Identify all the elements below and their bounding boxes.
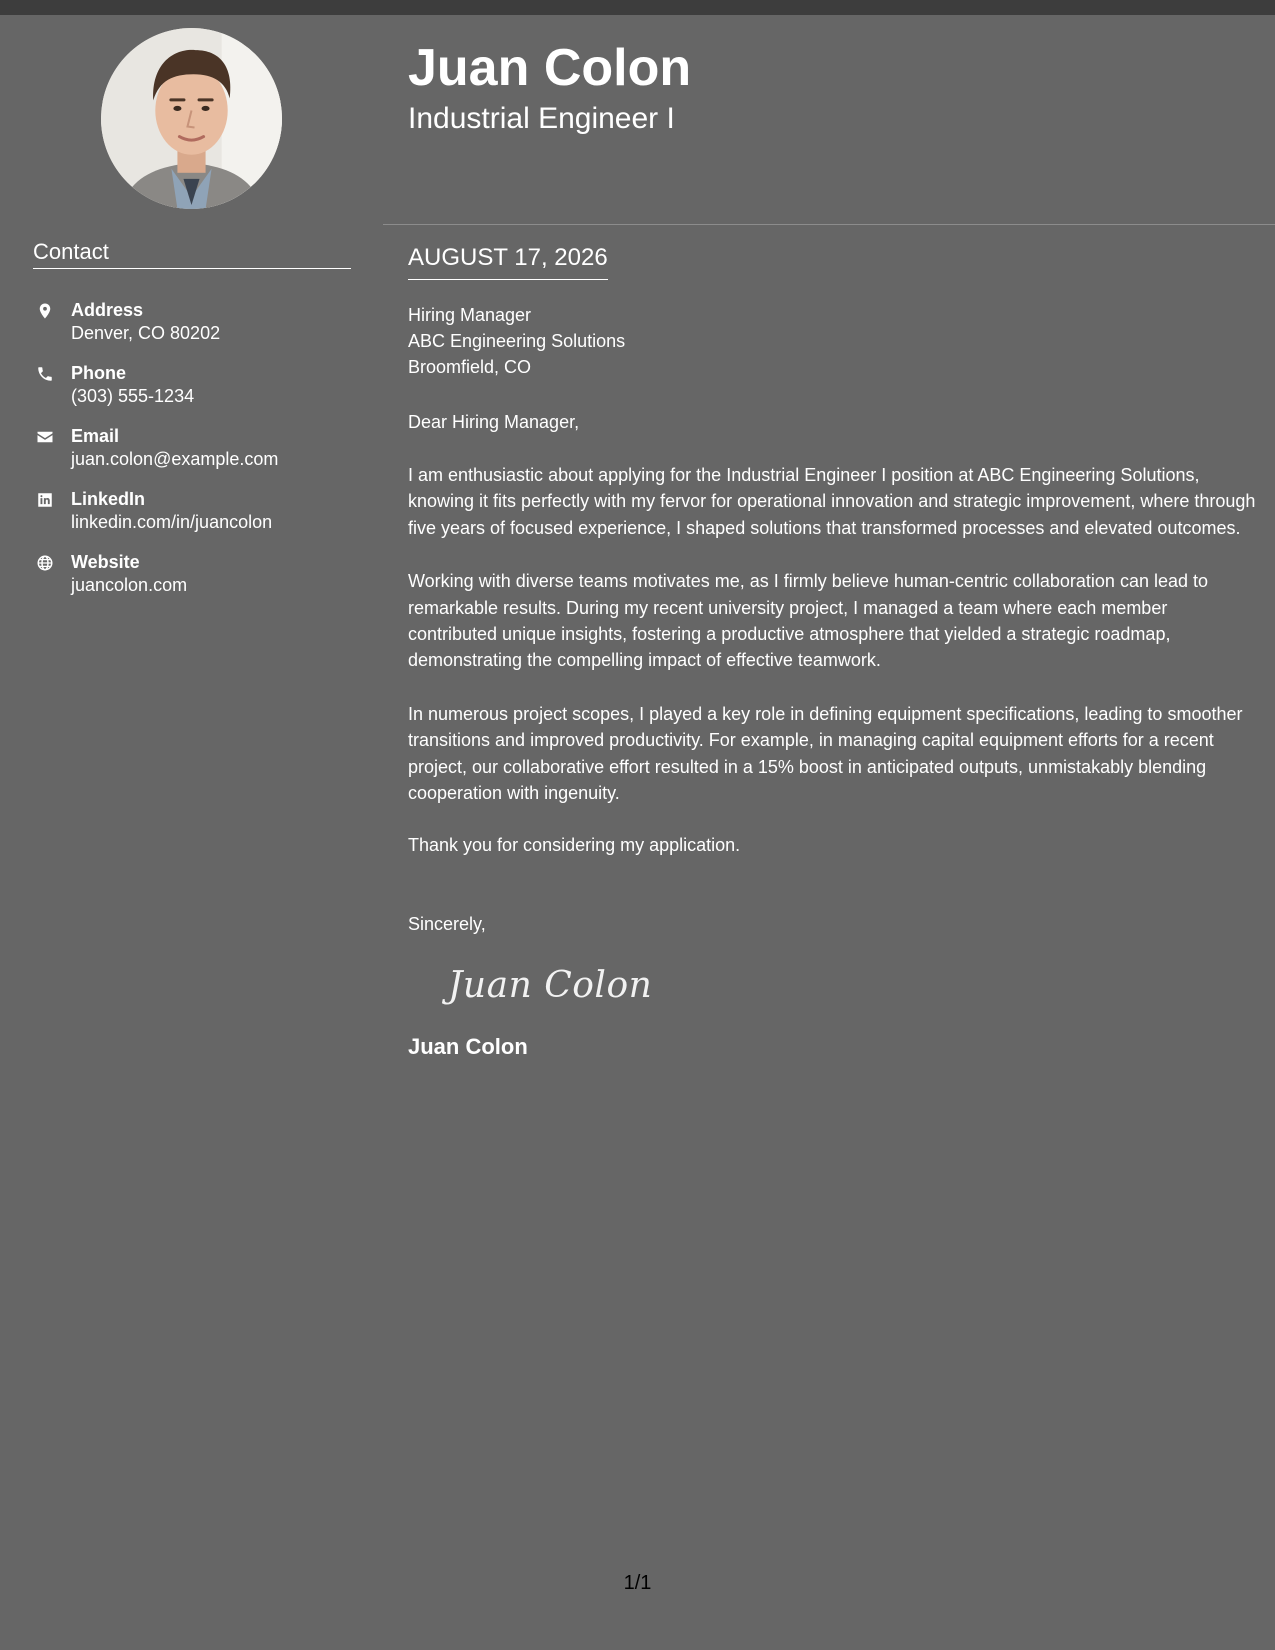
contact-item-linkedin xyxy=(33,488,363,551)
header-divider xyxy=(383,224,1275,225)
recipient-line: Hiring Manager xyxy=(408,305,532,325)
candidate-title: Industrial Engineer I xyxy=(408,102,675,135)
page-number: 1/1 xyxy=(623,1572,652,1594)
closing: Sincerely, xyxy=(408,914,486,935)
contact-item-phone xyxy=(33,362,363,425)
sidebar xyxy=(0,15,383,1650)
contact-item-website xyxy=(33,551,363,614)
recipient-line: Broomfield, CO xyxy=(408,357,532,377)
contact-label: Website xyxy=(71,552,140,572)
contact-label: Email xyxy=(71,426,120,446)
contact-value: (303) 555-1234 xyxy=(71,386,195,406)
profile-photo xyxy=(101,28,282,209)
contact-heading: Contact xyxy=(33,241,351,269)
thanks-line: Thank you for considering my application. xyxy=(408,835,741,856)
contact-item-email xyxy=(33,425,363,488)
avatar xyxy=(101,28,282,209)
body-paragraph: I am enthusiastic about applying for the Industrial Engineer I position at ABC Engineering Solutions, knowing it fits perfectly with my fervor for operational innovation and strategic improvement, where through five years of focused experience, I shaped solutions that transformed processes and elevated outcomes. xyxy=(408,465,1256,538)
phone-icon xyxy=(36,365,54,383)
cover-letter xyxy=(408,246,1258,1058)
contact-value[interactable]: juancolon.com xyxy=(71,575,188,595)
globe-icon xyxy=(36,554,54,572)
contact-list xyxy=(33,299,363,614)
letter-date: AUGUST 17, 2026 xyxy=(408,246,608,280)
body-paragraph: In numerous project scopes, I played a key role in defining equipment specifications, leading to smoother transitions and improved productivity. For example, in managing capital equipment efforts for a recent project, our collaborative effort resulted in a 15% boost in anticipated outputs, unmistakably blending cooperation with ingenuity. xyxy=(408,703,1243,804)
handwritten-signature: Juan Colon xyxy=(448,965,653,1007)
recipient-line: ABC Engineering Solutions xyxy=(408,331,626,351)
contact-label: Phone xyxy=(71,363,127,383)
candidate-name: Juan Colon xyxy=(408,39,692,97)
map-pin-icon xyxy=(36,302,54,320)
salutation: Dear Hiring Manager, xyxy=(408,412,580,432)
envelope-icon xyxy=(36,428,54,446)
body-paragraph: Working with diverse teams motivates me, as I firmly believe human-centric collaboration can lead to remarkable results. During my recent university project, I managed a team where each member contributed unique insights, fostering a productive atmosphere that yielded a strategic roadmap, demonstrating the compelling impact of effective teamwork. xyxy=(408,571,1209,671)
contact-label: LinkedIn xyxy=(71,489,146,509)
contact-value: Denver, CO 80202 xyxy=(71,323,221,343)
contact-item-address xyxy=(33,299,363,362)
contact-value[interactable]: linkedin.com/in/juancolon xyxy=(71,512,273,532)
top-bar xyxy=(0,0,1275,15)
signer-name: Juan Colon xyxy=(408,1034,528,1060)
contact-label: Address xyxy=(71,300,144,320)
recipient-block xyxy=(408,302,1258,380)
linkedin-icon xyxy=(36,491,54,509)
contact-value[interactable]: juan.colon@example.com xyxy=(71,449,279,469)
